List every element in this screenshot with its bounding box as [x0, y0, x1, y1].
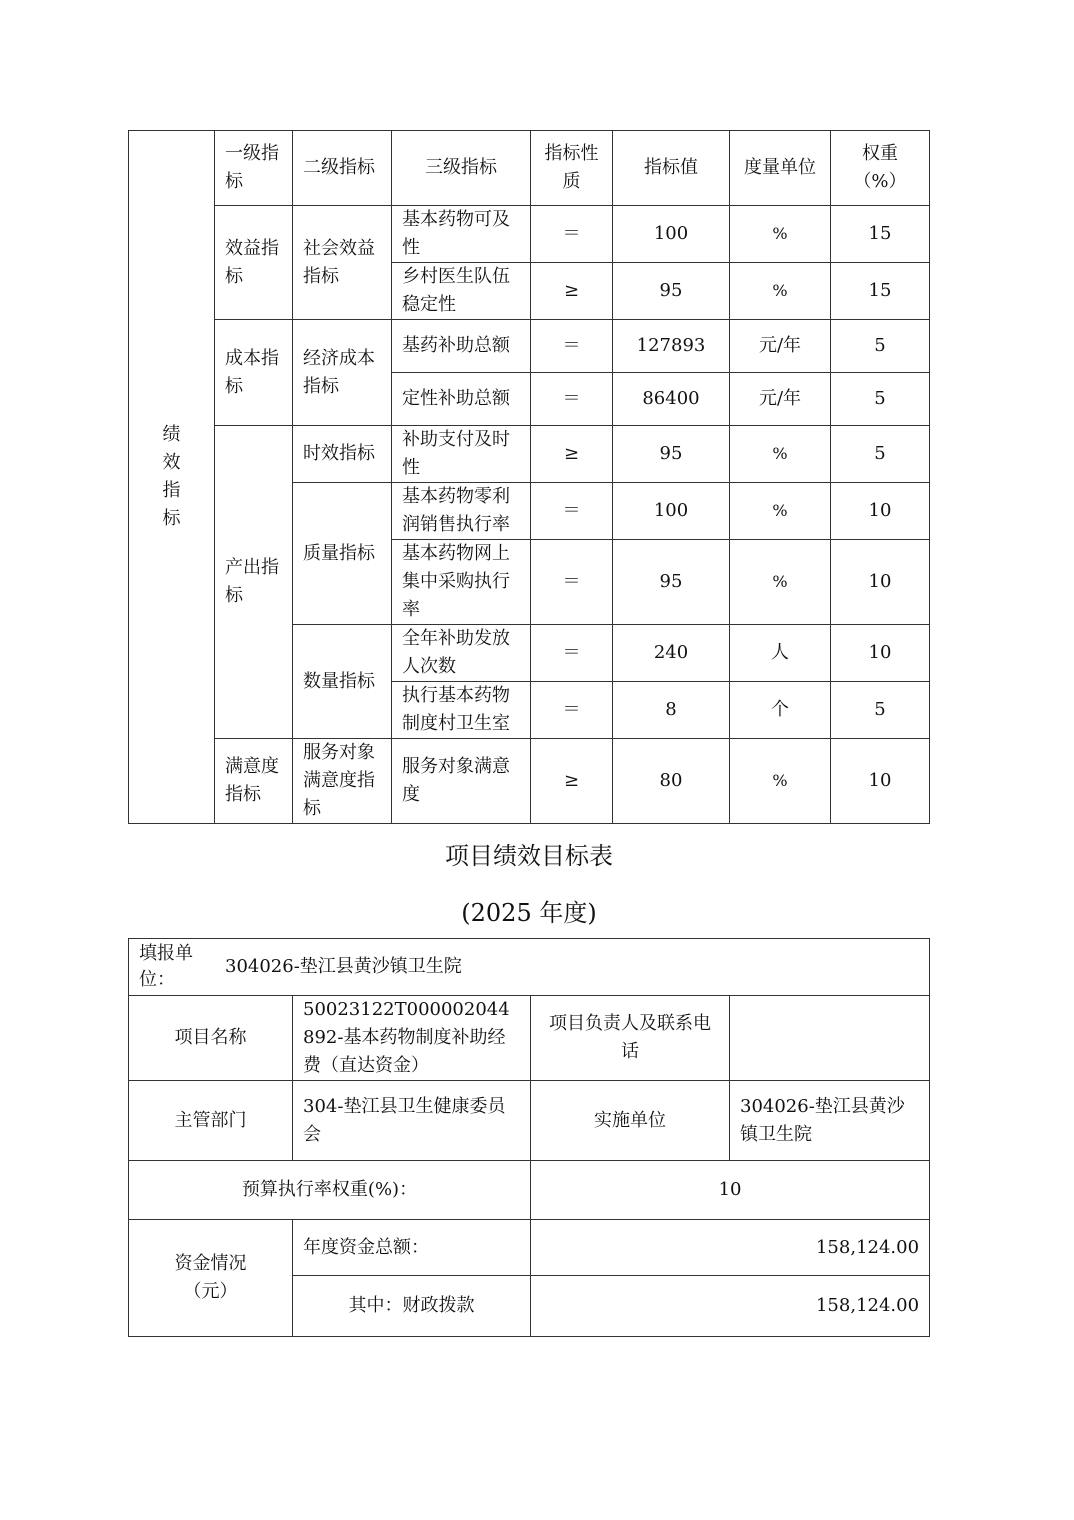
indicator-op: ＝: [531, 540, 613, 625]
dept-label: 主管部门: [129, 1081, 293, 1161]
header-weight: 权重（%）: [831, 131, 930, 206]
indicator-name: 补助支付及时性: [392, 426, 531, 483]
indicator-unit: %: [730, 483, 831, 540]
indicator-op: ＝: [531, 320, 613, 373]
indicator-name: 基本药物网上集中采购执行率: [392, 540, 531, 625]
reporting-unit-value: 304026-垫江县黄沙镇卫生院: [225, 956, 462, 977]
indicator-weight: 15: [831, 263, 930, 320]
budget-weight-value: 10: [531, 1161, 930, 1220]
impl-value: 304026-垫江县黄沙镇卫生院: [730, 1081, 930, 1161]
indicator-unit: %: [730, 426, 831, 483]
indicator-weight: 10: [831, 483, 930, 540]
side-label: 绩效指标: [129, 131, 215, 824]
indicator-value: 80: [613, 739, 730, 824]
subgroup-quality: 质量指标: [293, 483, 392, 625]
group-satisfaction: 满意度指标: [215, 739, 293, 824]
indicator-op: ＝: [531, 625, 613, 682]
header-level3: 三级指标: [392, 131, 531, 206]
page-title: 项目绩效目标表: [445, 842, 613, 870]
indicator-weight: 10: [831, 540, 930, 625]
indicator-op: ≥: [531, 426, 613, 483]
indicator-op: ≥: [531, 263, 613, 320]
indicator-name: 基药补助总额: [392, 320, 531, 373]
group-cost: 成本指标: [215, 320, 293, 426]
reporting-unit-row: [129, 939, 930, 996]
annual-funds-value: 158,124.00: [531, 1220, 930, 1276]
indicator-name: 基本药物零利润销售执行率: [392, 483, 531, 540]
indicator-op: ＝: [531, 206, 613, 263]
indicator-unit: %: [730, 540, 831, 625]
indicator-name: 定性补助总额: [392, 373, 531, 426]
impl-label: 实施单位: [531, 1081, 730, 1161]
indicator-value: 127893: [613, 320, 730, 373]
indicator-unit: 人: [730, 625, 831, 682]
indicator-op: ＝: [531, 682, 613, 739]
indicator-weight: 5: [831, 426, 930, 483]
indicator-name: 全年补助发放人次数: [392, 625, 531, 682]
indicator-unit: %: [730, 206, 831, 263]
annual-funds-label: 年度资金总额：: [293, 1220, 531, 1276]
indicator-unit: 个: [730, 682, 831, 739]
performance-indicator-table: [128, 130, 930, 824]
indicator-unit: %: [730, 739, 831, 824]
dept-value: 304-垫江县卫生健康委员会: [293, 1081, 531, 1161]
indicator-name: 乡村医生队伍稳定性: [392, 263, 531, 320]
project-name-value: 50023122T000002044892-基本药物制度补助经费（直达资金）: [293, 996, 531, 1081]
indicator-op: ＝: [531, 483, 613, 540]
indicator-value: 86400: [613, 373, 730, 426]
indicator-unit: 元/年: [730, 320, 831, 373]
indicator-weight: 5: [831, 373, 930, 426]
indicator-unit: %: [730, 263, 831, 320]
indicator-weight: 15: [831, 206, 930, 263]
header-level2: 二级指标: [293, 131, 392, 206]
subgroup-service: 服务对象满意度指标: [293, 739, 392, 824]
page-subtitle: (2025 年度): [461, 899, 597, 927]
indicator-name: 基本药物可及性: [392, 206, 531, 263]
project-name-label: 项目名称: [129, 996, 293, 1081]
subgroup-timeliness: 时效指标: [293, 426, 392, 483]
indicator-name: 执行基本药物制度村卫生室: [392, 682, 531, 739]
subgroup-quantity: 数量指标: [293, 625, 392, 739]
header-value: 指标值: [613, 131, 730, 206]
indicator-weight: 10: [831, 625, 930, 682]
indicator-op: ≥: [531, 739, 613, 824]
fiscal-funds-label: 其中：财政拨款: [293, 1276, 531, 1337]
indicator-op: ＝: [531, 373, 613, 426]
subgroup-economic: 经济成本指标: [293, 320, 392, 426]
indicator-weight: 10: [831, 739, 930, 824]
subgroup-social: 社会效益指标: [293, 206, 392, 320]
indicator-weight: 5: [831, 682, 930, 739]
indicator-value: 95: [613, 263, 730, 320]
indicator-weight: 5: [831, 320, 930, 373]
indicator-unit: 元/年: [730, 373, 831, 426]
header-level1: 一级指标: [215, 131, 293, 206]
contact-value: [730, 996, 930, 1081]
indicator-value: 95: [613, 426, 730, 483]
reporting-unit-label: 填报单位：: [139, 943, 193, 990]
indicator-value: 100: [613, 206, 730, 263]
indicator-value: 240: [613, 625, 730, 682]
project-goal-table: [128, 938, 930, 1337]
header-nature: 指标性质: [531, 131, 613, 206]
group-benefit: 效益指标: [215, 206, 293, 320]
indicator-value: 8: [613, 682, 730, 739]
group-output: 产出指标: [215, 426, 293, 739]
header-unit: 度量单位: [730, 131, 831, 206]
indicator-value: 95: [613, 540, 730, 625]
indicator-value: 100: [613, 483, 730, 540]
indicator-name: 服务对象满意度: [392, 739, 531, 824]
budget-weight-label: 预算执行率权重(%)：: [129, 1161, 531, 1220]
contact-label: 项目负责人及联系电话: [531, 996, 730, 1081]
funds-label: 资金情况（元）: [129, 1220, 293, 1337]
fiscal-funds-value: 158,124.00: [531, 1276, 930, 1337]
